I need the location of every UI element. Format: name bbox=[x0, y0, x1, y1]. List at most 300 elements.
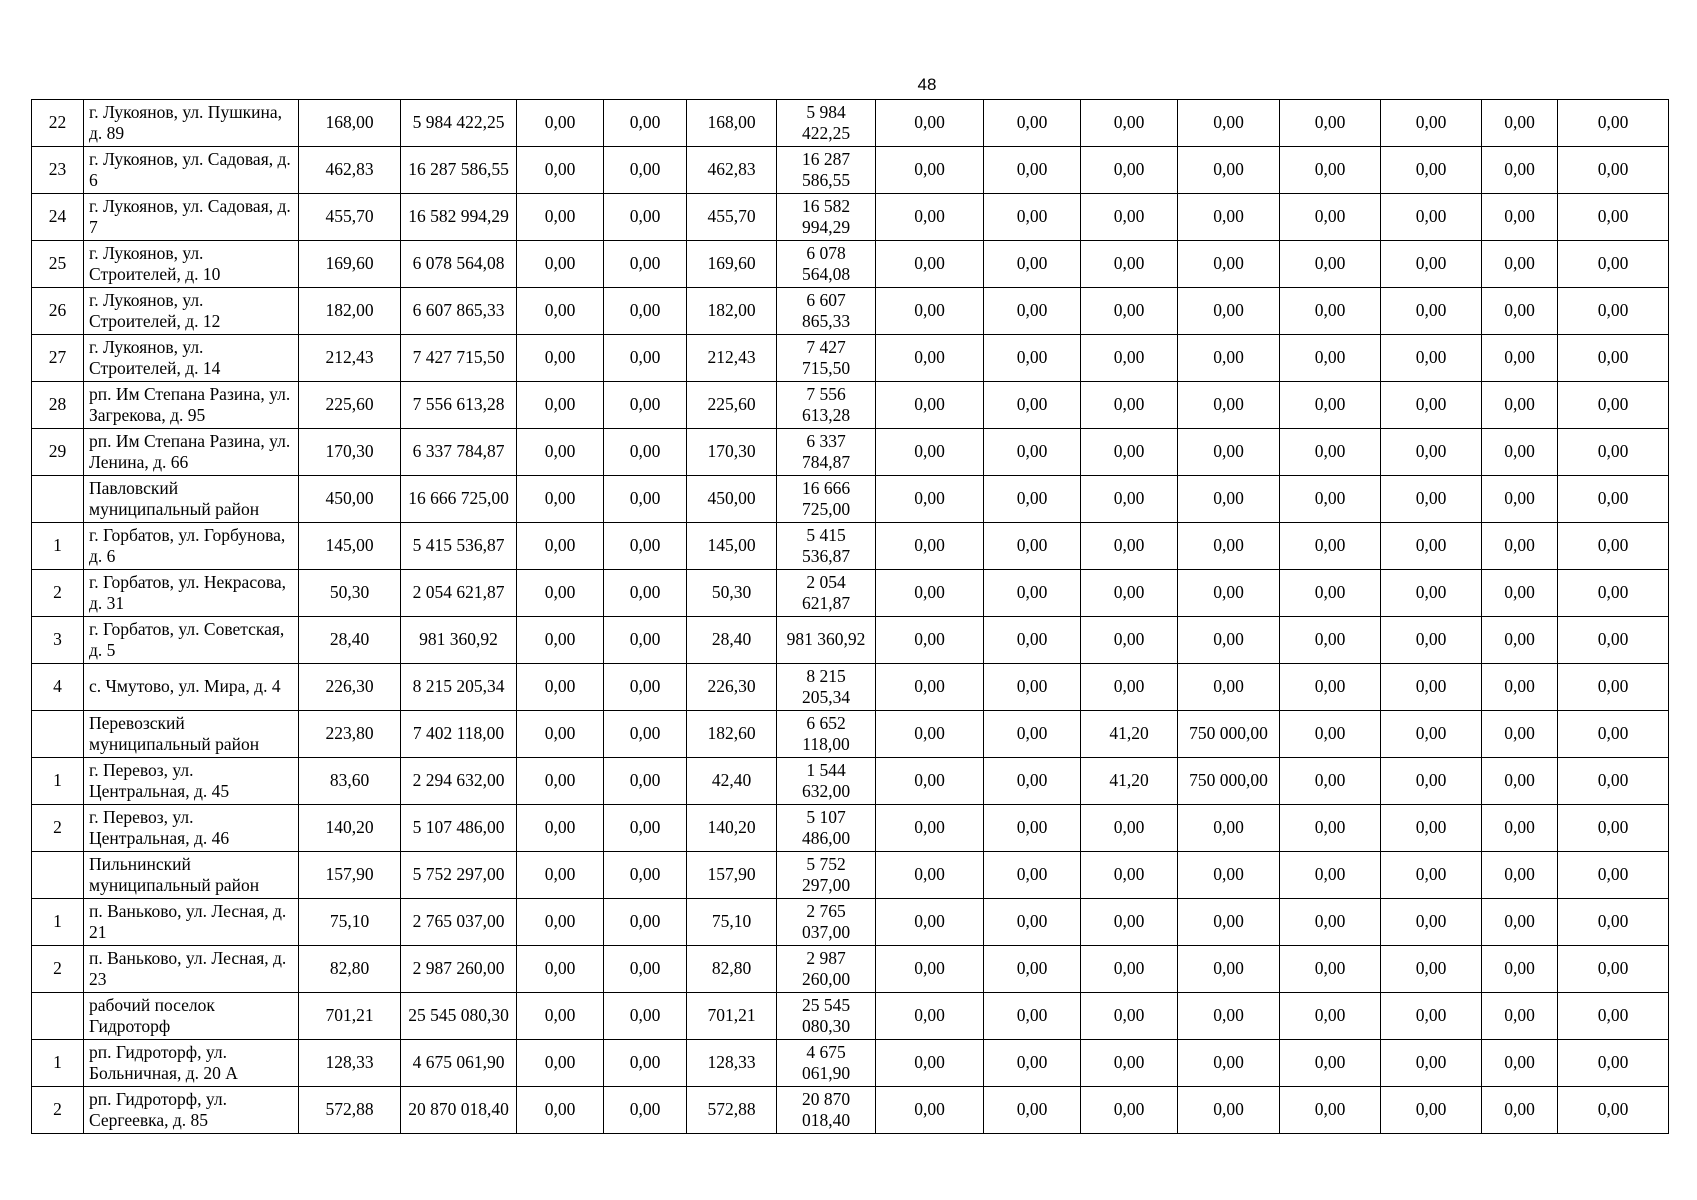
address-cell: г. Лукоянов, ул. Пушкина, д. 89 bbox=[84, 100, 299, 147]
col-9-area-cell: 0,00 bbox=[1081, 1087, 1178, 1134]
col-14-cell: 0,00 bbox=[1558, 617, 1669, 664]
address-cell: г. Лукоянов, ул. Строителей, д. 14 bbox=[84, 335, 299, 382]
area-cell: 212,43 bbox=[687, 335, 777, 382]
cost-cell: 2 054 621,87 bbox=[777, 570, 876, 617]
col-7-cell: 0,00 bbox=[876, 664, 984, 711]
area-total-cell: 182,00 bbox=[299, 288, 401, 335]
cost-total-cell: 2 765 037,00 bbox=[401, 899, 517, 946]
table-row bbox=[32, 147, 1669, 194]
cost-cell: 2 987 260,00 bbox=[777, 946, 876, 993]
col-3-cell: 0,00 bbox=[517, 993, 604, 1040]
row-number-cell: 2 bbox=[32, 805, 84, 852]
row-number-cell: 1 bbox=[32, 899, 84, 946]
col-7-cell: 0,00 bbox=[876, 1087, 984, 1134]
col-10-cost-cell: 0,00 bbox=[1178, 335, 1280, 382]
cost-total-cell: 8 215 205,34 bbox=[401, 664, 517, 711]
table-row bbox=[32, 241, 1669, 288]
area-cell: 157,90 bbox=[687, 852, 777, 899]
col-8-cell: 0,00 bbox=[984, 711, 1081, 758]
col-12-cell: 0,00 bbox=[1381, 147, 1482, 194]
col-11-cell: 0,00 bbox=[1280, 852, 1381, 899]
col-11-cell: 0,00 bbox=[1280, 147, 1381, 194]
col-7-cell: 0,00 bbox=[876, 476, 984, 523]
row-number-cell: 28 bbox=[32, 382, 84, 429]
col-13-cell: 0,00 bbox=[1482, 194, 1558, 241]
col-13-cell: 0,00 bbox=[1482, 664, 1558, 711]
col-12-cell: 0,00 bbox=[1381, 664, 1482, 711]
col-10-cost-cell: 0,00 bbox=[1178, 805, 1280, 852]
address-cell: п. Ваньково, ул. Лесная, д. 23 bbox=[84, 946, 299, 993]
row-number-cell bbox=[32, 993, 84, 1040]
col-9-area-cell: 0,00 bbox=[1081, 241, 1178, 288]
col-8-cell: 0,00 bbox=[984, 758, 1081, 805]
col-9-area-cell: 0,00 bbox=[1081, 382, 1178, 429]
cost-total-cell: 16 287 586,55 bbox=[401, 147, 517, 194]
col-14-cell: 0,00 bbox=[1558, 288, 1669, 335]
area-total-cell: 83,60 bbox=[299, 758, 401, 805]
col-11-cell: 0,00 bbox=[1280, 194, 1381, 241]
col-14-cell: 0,00 bbox=[1558, 241, 1669, 288]
col-8-cell: 0,00 bbox=[984, 429, 1081, 476]
col-3-cell: 0,00 bbox=[517, 194, 604, 241]
col-3-cell: 0,00 bbox=[517, 946, 604, 993]
col-3-cell: 0,00 bbox=[517, 617, 604, 664]
address-cell: Павловский муниципальный район bbox=[84, 476, 299, 523]
col-11-cell: 0,00 bbox=[1280, 241, 1381, 288]
cost-total-cell: 6 337 784,87 bbox=[401, 429, 517, 476]
col-13-cell: 0,00 bbox=[1482, 758, 1558, 805]
row-number-cell: 3 bbox=[32, 617, 84, 664]
cost-total-cell: 2 987 260,00 bbox=[401, 946, 517, 993]
col-12-cell: 0,00 bbox=[1381, 194, 1482, 241]
col-14-cell: 0,00 bbox=[1558, 100, 1669, 147]
col-9-area-cell: 41,20 bbox=[1081, 711, 1178, 758]
col-14-cell: 0,00 bbox=[1558, 476, 1669, 523]
cost-cell: 5 984 422,25 bbox=[777, 100, 876, 147]
address-cell: г. Горбатов, ул. Некрасова, д. 31 bbox=[84, 570, 299, 617]
col-11-cell: 0,00 bbox=[1280, 288, 1381, 335]
col-12-cell: 0,00 bbox=[1381, 852, 1482, 899]
col-4-cell: 0,00 bbox=[604, 288, 687, 335]
col-13-cell: 0,00 bbox=[1482, 852, 1558, 899]
cost-cell: 7 427 715,50 bbox=[777, 335, 876, 382]
address-cell: г. Перевоз, ул. Центральная, д. 45 bbox=[84, 758, 299, 805]
area-cell: 169,60 bbox=[687, 241, 777, 288]
col-11-cell: 0,00 bbox=[1280, 805, 1381, 852]
area-cell: 226,30 bbox=[687, 664, 777, 711]
table-row bbox=[32, 194, 1669, 241]
table-row bbox=[32, 993, 1669, 1040]
col-14-cell: 0,00 bbox=[1558, 429, 1669, 476]
table-row bbox=[32, 570, 1669, 617]
col-3-cell: 0,00 bbox=[517, 429, 604, 476]
address-cell: рп. Гидроторф, ул. Сергеевка, д. 85 bbox=[84, 1087, 299, 1134]
cost-total-cell: 5 984 422,25 bbox=[401, 100, 517, 147]
col-4-cell: 0,00 bbox=[604, 1040, 687, 1087]
table-row bbox=[32, 899, 1669, 946]
col-12-cell: 0,00 bbox=[1381, 1087, 1482, 1134]
col-14-cell: 0,00 bbox=[1558, 852, 1669, 899]
col-3-cell: 0,00 bbox=[517, 899, 604, 946]
col-3-cell: 0,00 bbox=[517, 147, 604, 194]
col-10-cost-cell: 0,00 bbox=[1178, 852, 1280, 899]
area-cell: 128,33 bbox=[687, 1040, 777, 1087]
address-cell: г. Лукоянов, ул. Строителей, д. 12 bbox=[84, 288, 299, 335]
cost-total-cell: 6 607 865,33 bbox=[401, 288, 517, 335]
col-10-cost-cell: 0,00 bbox=[1178, 1040, 1280, 1087]
col-13-cell: 0,00 bbox=[1482, 993, 1558, 1040]
table-row bbox=[32, 429, 1669, 476]
area-total-cell: 145,00 bbox=[299, 523, 401, 570]
col-9-area-cell: 0,00 bbox=[1081, 523, 1178, 570]
col-9-area-cell: 0,00 bbox=[1081, 100, 1178, 147]
row-number-cell: 23 bbox=[32, 147, 84, 194]
col-8-cell: 0,00 bbox=[984, 335, 1081, 382]
col-9-area-cell: 0,00 bbox=[1081, 335, 1178, 382]
col-14-cell: 0,00 bbox=[1558, 570, 1669, 617]
cost-total-cell: 5 107 486,00 bbox=[401, 805, 517, 852]
table-row bbox=[32, 758, 1669, 805]
col-12-cell: 0,00 bbox=[1381, 711, 1482, 758]
col-7-cell: 0,00 bbox=[876, 852, 984, 899]
col-12-cell: 0,00 bbox=[1381, 288, 1482, 335]
col-10-cost-cell: 0,00 bbox=[1178, 570, 1280, 617]
col-13-cell: 0,00 bbox=[1482, 335, 1558, 382]
address-cell: Пильнинский муниципальный район bbox=[84, 852, 299, 899]
col-4-cell: 0,00 bbox=[604, 946, 687, 993]
col-13-cell: 0,00 bbox=[1482, 429, 1558, 476]
area-cell: 225,60 bbox=[687, 382, 777, 429]
area-cell: 450,00 bbox=[687, 476, 777, 523]
col-9-area-cell: 41,20 bbox=[1081, 758, 1178, 805]
col-7-cell: 0,00 bbox=[876, 288, 984, 335]
row-number-cell: 22 bbox=[32, 100, 84, 147]
col-10-cost-cell: 0,00 bbox=[1178, 523, 1280, 570]
cost-cell: 8 215 205,34 bbox=[777, 664, 876, 711]
cost-total-cell: 6 078 564,08 bbox=[401, 241, 517, 288]
col-4-cell: 0,00 bbox=[604, 476, 687, 523]
area-total-cell: 226,30 bbox=[299, 664, 401, 711]
col-9-area-cell: 0,00 bbox=[1081, 805, 1178, 852]
col-14-cell: 0,00 bbox=[1558, 758, 1669, 805]
address-cell: г. Лукоянов, ул. Строителей, д. 10 bbox=[84, 241, 299, 288]
row-number-cell: 27 bbox=[32, 335, 84, 382]
table-row bbox=[32, 1087, 1669, 1134]
area-cell: 168,00 bbox=[687, 100, 777, 147]
col-3-cell: 0,00 bbox=[517, 852, 604, 899]
table-row bbox=[32, 805, 1669, 852]
area-total-cell: 28,40 bbox=[299, 617, 401, 664]
table-row bbox=[32, 335, 1669, 382]
col-12-cell: 0,00 bbox=[1381, 100, 1482, 147]
col-13-cell: 0,00 bbox=[1482, 617, 1558, 664]
col-14-cell: 0,00 bbox=[1558, 335, 1669, 382]
col-4-cell: 0,00 bbox=[604, 617, 687, 664]
col-8-cell: 0,00 bbox=[984, 993, 1081, 1040]
address-cell: г. Горбатов, ул. Советская, д. 5 bbox=[84, 617, 299, 664]
col-8-cell: 0,00 bbox=[984, 1087, 1081, 1134]
col-10-cost-cell: 0,00 bbox=[1178, 429, 1280, 476]
col-12-cell: 0,00 bbox=[1381, 946, 1482, 993]
col-13-cell: 0,00 bbox=[1482, 100, 1558, 147]
area-cell: 82,80 bbox=[687, 946, 777, 993]
row-number-cell: 1 bbox=[32, 523, 84, 570]
col-7-cell: 0,00 bbox=[876, 523, 984, 570]
area-total-cell: 157,90 bbox=[299, 852, 401, 899]
col-14-cell: 0,00 bbox=[1558, 194, 1669, 241]
row-number-cell: 2 bbox=[32, 570, 84, 617]
col-9-area-cell: 0,00 bbox=[1081, 570, 1178, 617]
address-cell: г. Перевоз, ул. Центральная, д. 46 bbox=[84, 805, 299, 852]
col-3-cell: 0,00 bbox=[517, 335, 604, 382]
address-cell: п. Ваньково, ул. Лесная, д. 21 bbox=[84, 899, 299, 946]
address-cell: с. Чмутово, ул. Мира, д. 4 bbox=[84, 664, 299, 711]
col-12-cell: 0,00 bbox=[1381, 523, 1482, 570]
cost-cell: 7 556 613,28 bbox=[777, 382, 876, 429]
col-13-cell: 0,00 bbox=[1482, 476, 1558, 523]
cost-cell: 6 607 865,33 bbox=[777, 288, 876, 335]
col-4-cell: 0,00 bbox=[604, 429, 687, 476]
col-12-cell: 0,00 bbox=[1381, 617, 1482, 664]
col-3-cell: 0,00 bbox=[517, 100, 604, 147]
col-3-cell: 0,00 bbox=[517, 758, 604, 805]
cost-total-cell: 2 054 621,87 bbox=[401, 570, 517, 617]
col-7-cell: 0,00 bbox=[876, 429, 984, 476]
col-14-cell: 0,00 bbox=[1558, 1087, 1669, 1134]
col-11-cell: 0,00 bbox=[1280, 617, 1381, 664]
col-14-cell: 0,00 bbox=[1558, 805, 1669, 852]
col-8-cell: 0,00 bbox=[984, 476, 1081, 523]
cost-cell: 25 545 080,30 bbox=[777, 993, 876, 1040]
area-total-cell: 455,70 bbox=[299, 194, 401, 241]
col-8-cell: 0,00 bbox=[984, 147, 1081, 194]
col-9-area-cell: 0,00 bbox=[1081, 147, 1178, 194]
area-total-cell: 140,20 bbox=[299, 805, 401, 852]
address-cell: г. Лукоянов, ул. Садовая, д. 6 bbox=[84, 147, 299, 194]
area-cell: 182,00 bbox=[687, 288, 777, 335]
col-7-cell: 0,00 bbox=[876, 711, 984, 758]
cost-total-cell: 7 556 613,28 bbox=[401, 382, 517, 429]
col-12-cell: 0,00 bbox=[1381, 335, 1482, 382]
cost-cell: 6 652 118,00 bbox=[777, 711, 876, 758]
col-9-area-cell: 0,00 bbox=[1081, 946, 1178, 993]
col-4-cell: 0,00 bbox=[604, 570, 687, 617]
col-14-cell: 0,00 bbox=[1558, 382, 1669, 429]
row-number-cell: 4 bbox=[32, 664, 84, 711]
row-number-cell: 24 bbox=[32, 194, 84, 241]
col-10-cost-cell: 0,00 bbox=[1178, 476, 1280, 523]
cost-total-cell: 7 427 715,50 bbox=[401, 335, 517, 382]
col-8-cell: 0,00 bbox=[984, 382, 1081, 429]
col-3-cell: 0,00 bbox=[517, 382, 604, 429]
cost-cell: 6 078 564,08 bbox=[777, 241, 876, 288]
cost-cell: 2 765 037,00 bbox=[777, 899, 876, 946]
col-4-cell: 0,00 bbox=[604, 241, 687, 288]
row-number-cell: 2 bbox=[32, 1087, 84, 1134]
col-8-cell: 0,00 bbox=[984, 241, 1081, 288]
cost-cell: 5 752 297,00 bbox=[777, 852, 876, 899]
col-9-area-cell: 0,00 bbox=[1081, 429, 1178, 476]
col-8-cell: 0,00 bbox=[984, 805, 1081, 852]
col-7-cell: 0,00 bbox=[876, 147, 984, 194]
table-row bbox=[32, 100, 1669, 147]
col-12-cell: 0,00 bbox=[1381, 241, 1482, 288]
col-14-cell: 0,00 bbox=[1558, 664, 1669, 711]
col-4-cell: 0,00 bbox=[604, 335, 687, 382]
area-total-cell: 75,10 bbox=[299, 899, 401, 946]
col-13-cell: 0,00 bbox=[1482, 288, 1558, 335]
col-8-cell: 0,00 bbox=[984, 100, 1081, 147]
area-total-cell: 462,83 bbox=[299, 147, 401, 194]
col-4-cell: 0,00 bbox=[604, 382, 687, 429]
area-total-cell: 572,88 bbox=[299, 1087, 401, 1134]
cost-total-cell: 16 666 725,00 bbox=[401, 476, 517, 523]
area-total-cell: 50,30 bbox=[299, 570, 401, 617]
col-11-cell: 0,00 bbox=[1280, 711, 1381, 758]
area-cell: 50,30 bbox=[687, 570, 777, 617]
address-cell: Перевозский муниципальный район bbox=[84, 711, 299, 758]
col-9-area-cell: 0,00 bbox=[1081, 476, 1178, 523]
cost-total-cell: 16 582 994,29 bbox=[401, 194, 517, 241]
area-total-cell: 169,60 bbox=[299, 241, 401, 288]
col-7-cell: 0,00 bbox=[876, 570, 984, 617]
row-number-cell bbox=[32, 852, 84, 899]
table-row bbox=[32, 711, 1669, 758]
col-11-cell: 0,00 bbox=[1280, 664, 1381, 711]
col-8-cell: 0,00 bbox=[984, 899, 1081, 946]
cost-cell: 16 582 994,29 bbox=[777, 194, 876, 241]
cost-total-cell: 981 360,92 bbox=[401, 617, 517, 664]
col-9-area-cell: 0,00 bbox=[1081, 1040, 1178, 1087]
col-14-cell: 0,00 bbox=[1558, 993, 1669, 1040]
col-13-cell: 0,00 bbox=[1482, 805, 1558, 852]
col-10-cost-cell: 750 000,00 bbox=[1178, 711, 1280, 758]
cost-cell: 981 360,92 bbox=[777, 617, 876, 664]
cost-total-cell: 5 752 297,00 bbox=[401, 852, 517, 899]
col-7-cell: 0,00 bbox=[876, 382, 984, 429]
col-7-cell: 0,00 bbox=[876, 758, 984, 805]
col-10-cost-cell: 0,00 bbox=[1178, 241, 1280, 288]
col-4-cell: 0,00 bbox=[604, 852, 687, 899]
area-total-cell: 225,60 bbox=[299, 382, 401, 429]
cost-cell: 16 666 725,00 bbox=[777, 476, 876, 523]
col-7-cell: 0,00 bbox=[876, 1040, 984, 1087]
col-14-cell: 0,00 bbox=[1558, 946, 1669, 993]
col-10-cost-cell: 0,00 bbox=[1178, 617, 1280, 664]
col-9-area-cell: 0,00 bbox=[1081, 288, 1178, 335]
cost-total-cell: 20 870 018,40 bbox=[401, 1087, 517, 1134]
table-row bbox=[32, 523, 1669, 570]
address-cell: рп. Гидроторф, ул. Больничная, д. 20 А bbox=[84, 1040, 299, 1087]
col-13-cell: 0,00 bbox=[1482, 899, 1558, 946]
table-row bbox=[32, 664, 1669, 711]
col-14-cell: 0,00 bbox=[1558, 899, 1669, 946]
col-3-cell: 0,00 bbox=[517, 805, 604, 852]
col-9-area-cell: 0,00 bbox=[1081, 664, 1178, 711]
col-7-cell: 0,00 bbox=[876, 805, 984, 852]
col-10-cost-cell: 0,00 bbox=[1178, 946, 1280, 993]
col-12-cell: 0,00 bbox=[1381, 429, 1482, 476]
area-total-cell: 170,30 bbox=[299, 429, 401, 476]
row-number-cell: 26 bbox=[32, 288, 84, 335]
col-4-cell: 0,00 bbox=[604, 523, 687, 570]
col-8-cell: 0,00 bbox=[984, 664, 1081, 711]
col-8-cell: 0,00 bbox=[984, 194, 1081, 241]
col-12-cell: 0,00 bbox=[1381, 570, 1482, 617]
col-8-cell: 0,00 bbox=[984, 570, 1081, 617]
col-8-cell: 0,00 bbox=[984, 617, 1081, 664]
cost-cell: 5 107 486,00 bbox=[777, 805, 876, 852]
col-11-cell: 0,00 bbox=[1280, 570, 1381, 617]
col-14-cell: 0,00 bbox=[1558, 523, 1669, 570]
area-cell: 182,60 bbox=[687, 711, 777, 758]
col-12-cell: 0,00 bbox=[1381, 1040, 1482, 1087]
page-number: 48 bbox=[917, 75, 937, 94]
col-12-cell: 0,00 bbox=[1381, 476, 1482, 523]
col-10-cost-cell: 0,00 bbox=[1178, 194, 1280, 241]
col-14-cell: 0,00 bbox=[1558, 147, 1669, 194]
row-number-cell: 2 bbox=[32, 946, 84, 993]
col-12-cell: 0,00 bbox=[1381, 899, 1482, 946]
col-3-cell: 0,00 bbox=[517, 241, 604, 288]
col-12-cell: 0,00 bbox=[1381, 758, 1482, 805]
address-cell: г. Лукоянов, ул. Садовая, д. 7 bbox=[84, 194, 299, 241]
col-9-area-cell: 0,00 bbox=[1081, 617, 1178, 664]
col-13-cell: 0,00 bbox=[1482, 1087, 1558, 1134]
col-10-cost-cell: 0,00 bbox=[1178, 899, 1280, 946]
cost-cell: 1 544 632,00 bbox=[777, 758, 876, 805]
col-8-cell: 0,00 bbox=[984, 946, 1081, 993]
col-10-cost-cell: 0,00 bbox=[1178, 1087, 1280, 1134]
table-row bbox=[32, 1040, 1669, 1087]
area-cell: 42,40 bbox=[687, 758, 777, 805]
col-4-cell: 0,00 bbox=[604, 147, 687, 194]
col-9-area-cell: 0,00 bbox=[1081, 194, 1178, 241]
col-3-cell: 0,00 bbox=[517, 664, 604, 711]
col-11-cell: 0,00 bbox=[1280, 946, 1381, 993]
row-number-cell: 29 bbox=[32, 429, 84, 476]
col-9-area-cell: 0,00 bbox=[1081, 993, 1178, 1040]
area-cell: 455,70 bbox=[687, 194, 777, 241]
table-row bbox=[32, 946, 1669, 993]
col-8-cell: 0,00 bbox=[984, 523, 1081, 570]
table-row bbox=[32, 852, 1669, 899]
col-9-area-cell: 0,00 bbox=[1081, 899, 1178, 946]
col-7-cell: 0,00 bbox=[876, 899, 984, 946]
table-row bbox=[32, 476, 1669, 523]
cost-total-cell: 2 294 632,00 bbox=[401, 758, 517, 805]
col-11-cell: 0,00 bbox=[1280, 429, 1381, 476]
col-12-cell: 0,00 bbox=[1381, 993, 1482, 1040]
col-4-cell: 0,00 bbox=[604, 805, 687, 852]
col-11-cell: 0,00 bbox=[1280, 382, 1381, 429]
col-7-cell: 0,00 bbox=[876, 100, 984, 147]
cost-total-cell: 4 675 061,90 bbox=[401, 1040, 517, 1087]
table-body bbox=[32, 100, 1669, 1134]
col-3-cell: 0,00 bbox=[517, 711, 604, 758]
col-13-cell: 0,00 bbox=[1482, 570, 1558, 617]
col-14-cell: 0,00 bbox=[1558, 711, 1669, 758]
row-number-cell bbox=[32, 476, 84, 523]
table-row bbox=[32, 288, 1669, 335]
cost-total-cell: 5 415 536,87 bbox=[401, 523, 517, 570]
area-total-cell: 223,80 bbox=[299, 711, 401, 758]
cost-total-cell: 25 545 080,30 bbox=[401, 993, 517, 1040]
area-cell: 572,88 bbox=[687, 1087, 777, 1134]
cost-cell: 16 287 586,55 bbox=[777, 147, 876, 194]
col-11-cell: 0,00 bbox=[1280, 335, 1381, 382]
area-cell: 140,20 bbox=[687, 805, 777, 852]
